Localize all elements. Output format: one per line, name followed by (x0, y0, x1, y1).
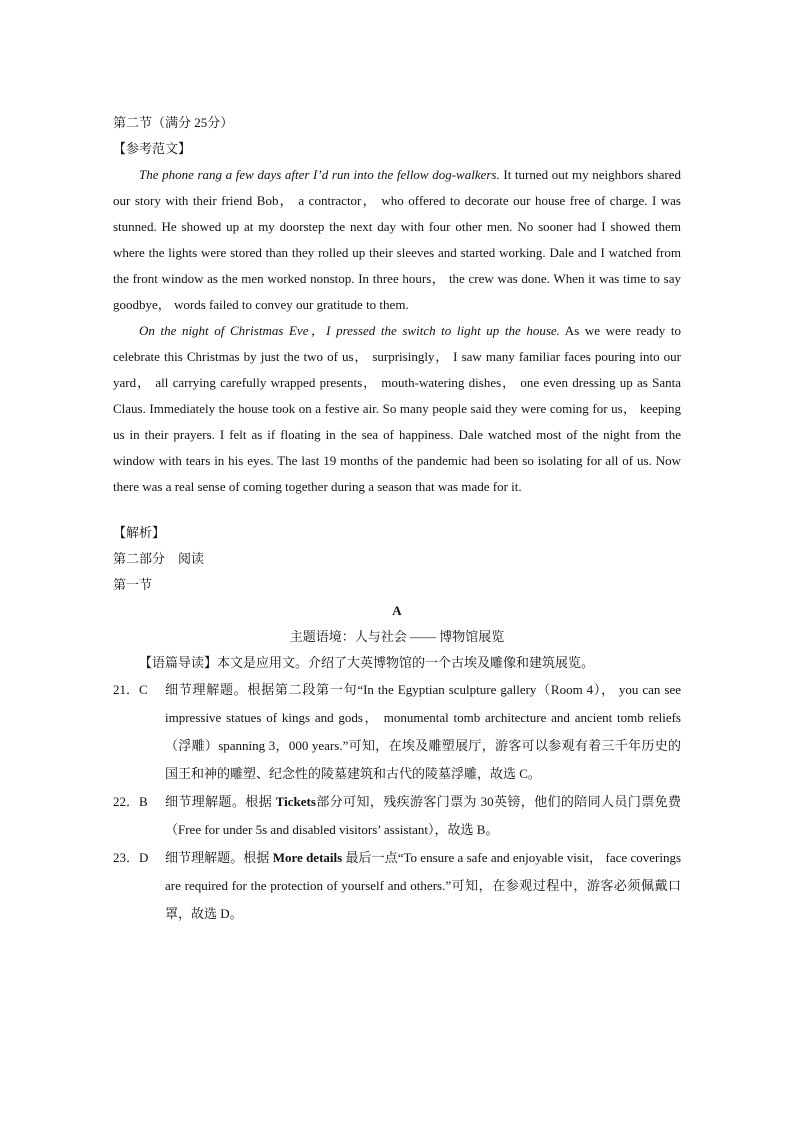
answer-explanation (165, 788, 681, 844)
answer-explanation (165, 844, 681, 928)
explanation-text: 细节理解题。根据 (165, 794, 276, 809)
page-content (113, 110, 681, 928)
answer-number: 21．C (113, 682, 148, 697)
spacer (113, 500, 681, 520)
essay-paragraph-2-body: As we were ready to celebrate this Christmas by just the two of us， surprisingly， I saw many familiar faces pouring into our yard， all carrying carefully wrapped presents， mouth-watering dishes， one even dressing up as Santa Claus. Immediately the house took on a festive air. So many people said they were coming for us， keeping us in their prayers. I felt as if floating in the sea of happiness. Dale watched most of the night from the window with tears in his eyes. The last 19 months of the pandemic had been so isolating for all of us. Now there was a real sense of coming together during a season that was made for it. (113, 323, 681, 494)
reference-label: 【参考范文】 (113, 141, 192, 156)
theme-context: 主题语境：人与社会 —— 博物馆展览 (289, 629, 505, 644)
section-heading: 第二节（满分 25分） (113, 115, 234, 130)
essay-paragraph-2-opening: On the night of Christmas Eve，I pressed the switch to light up the house. (139, 323, 560, 338)
answer-item (113, 788, 681, 844)
explanation-text: 部分可知，残疾游客门票为 30英镑，他们的陪同人员门票免费（Free for under 5s and disabled visitors’ assistant），故选 B。 (165, 794, 681, 837)
explanation-text: 细节理解题。根据 (165, 850, 273, 865)
essay-paragraph-1-body: It turned out my neighbors shared our story with their friend Bob， a contractor， who offered to decorate our house free of charge. I was stunned. He showed up at my doorstep the next day with four other men. No sooner had I showed them where the lights were stored than they rolled up their sleeves and started working. Dale and I watched from the front window as the men worked nonstop. In three hours， the crew was done. When it was time to say goodbye， words failed to convey our gratitude to them. (113, 167, 682, 312)
part-heading: 第二部分 阅读 (113, 551, 205, 566)
passage-letter: A (392, 603, 402, 618)
answer-item (113, 844, 681, 928)
section-subheading: 第一节 (113, 577, 153, 592)
analysis-label: 【解析】 (113, 525, 166, 540)
essay-paragraph-1-opening: The phone rang a few days after I’d run into the fellow dog-walkers. (139, 167, 500, 182)
explanation-text: 最后一点“To ensure a safe and enjoyable visit， face coverings are required for the protection of yourself and others.”可知，在参观过程中，游客必须佩戴口罩，故选 D。 (165, 850, 682, 921)
essay-paragraph-2 (113, 318, 681, 500)
answer-item (113, 676, 681, 788)
answer-explanation: 细节理解题。根据第二段第一句“In the Egyptian sculpture gallery（Room 4）， you can see impressive statues of kings and gods， monumental tomb architecture and ancient tomb reliefs（浮雕）spanning 3，000 years.”可知，在埃及雕塑展厅，游客可以参观有着三千年历史的国王和神的雕塑、纪念性的陵墓建筑和古代的陵墓浮雕，故选 C。 (165, 682, 681, 781)
passage-guide: 【语篇导读】本文是应用文。介绍了大英博物馆的一个古埃及雕像和建筑展览。 (139, 655, 595, 670)
answer-number: 22．B (113, 794, 148, 809)
answer-number: 23．D (113, 850, 149, 865)
section-reference: More details (272, 850, 343, 865)
essay-paragraph-1 (113, 162, 681, 318)
section-reference: Tickets (275, 794, 316, 809)
